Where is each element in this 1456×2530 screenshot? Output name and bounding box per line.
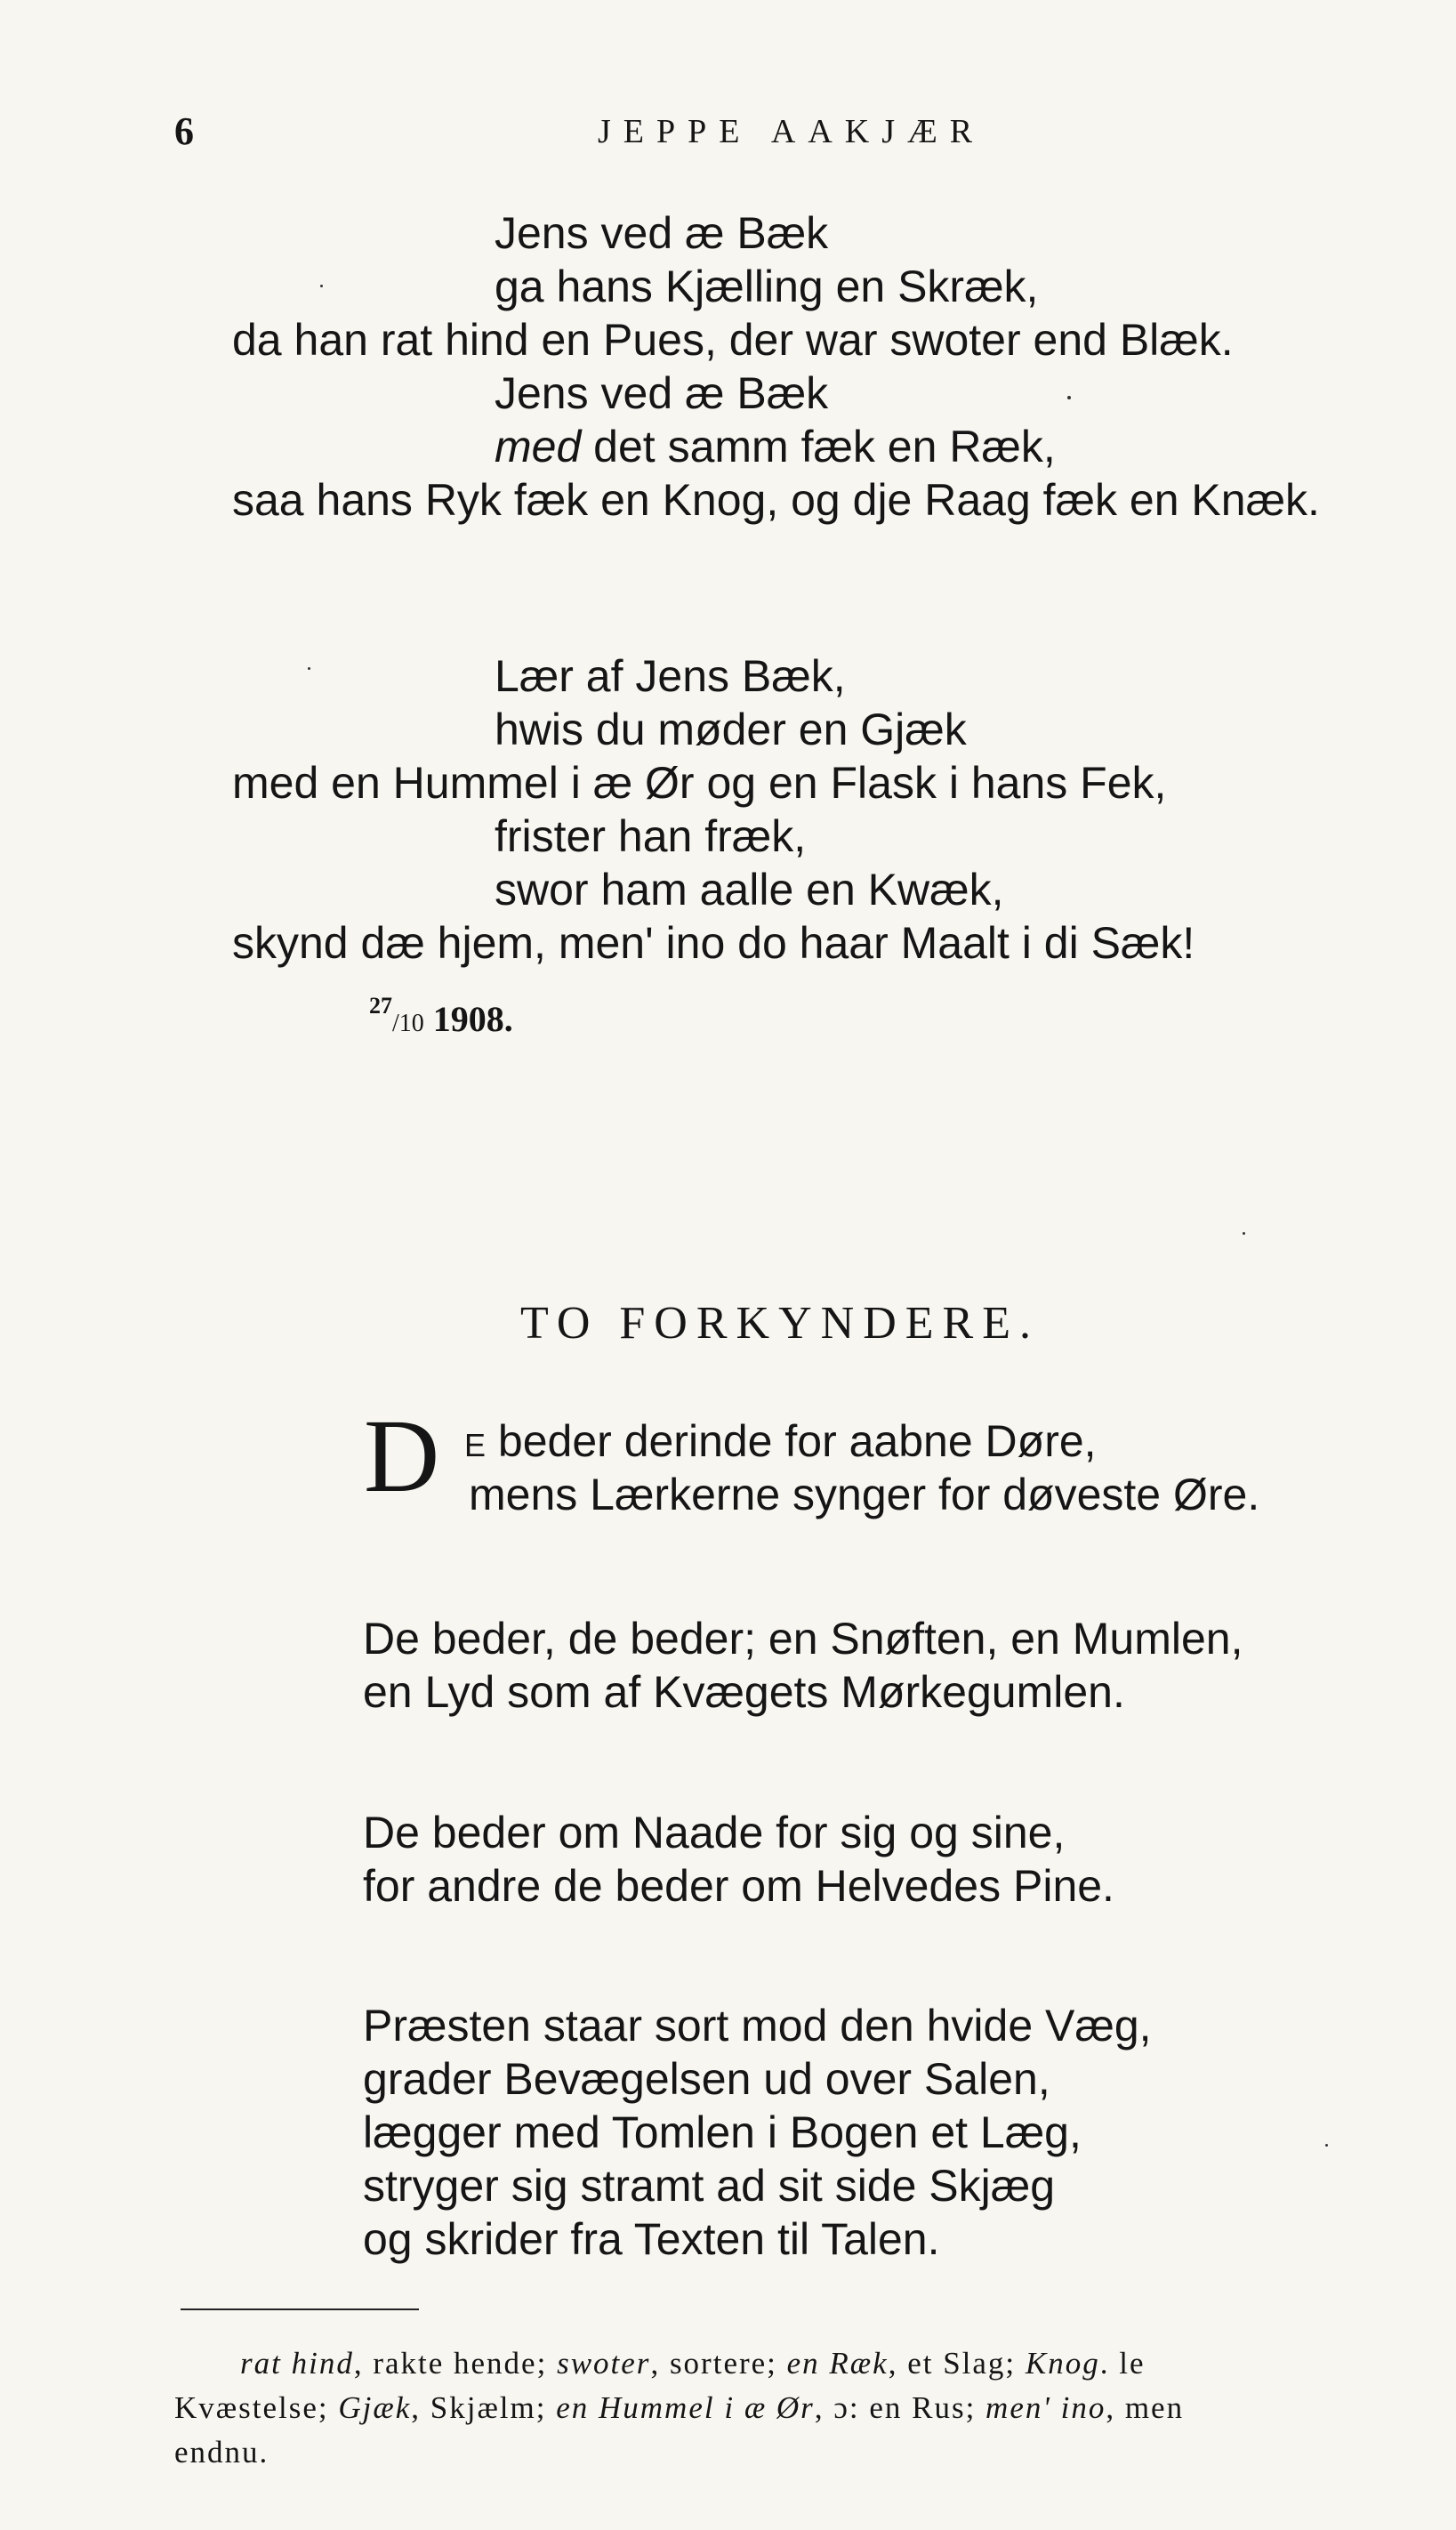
print-speck: [1067, 396, 1071, 399]
page-number: 6: [174, 109, 194, 153]
poem-line-rest: det samm fæk en Ræk,: [593, 422, 1056, 471]
poem-line: en Lyd som af Kvægets Mørkegumlen.: [363, 1667, 1125, 1717]
print-speck: [1325, 2144, 1328, 2147]
footnote-term: men' ino: [985, 2390, 1106, 2425]
print-speck: [320, 285, 323, 287]
poem-line: lægger med Tomlen i Bogen et Læg,: [363, 2107, 1082, 2157]
footnote-line: [240, 2341, 1450, 2386]
footnote-gloss: , men: [1106, 2390, 1185, 2425]
poem-line: De beder, de beder; en Snøften, en Mumlen,: [363, 1614, 1243, 1664]
footnote-term: en Ræk: [786, 2346, 889, 2381]
footnote-term: Knog: [1025, 2346, 1100, 2381]
poem-line: Jens ved æ Bæk: [495, 368, 829, 418]
footnote-gloss: . le: [1099, 2346, 1146, 2381]
print-speck: [1243, 1232, 1245, 1235]
date-month: /10: [392, 1010, 424, 1037]
date-day: 27: [369, 993, 392, 1019]
drop-cap: D: [364, 1398, 440, 1514]
date-year: 1908.: [432, 999, 513, 1039]
poem-line: mens Lærkerne synger for døveste Øre.: [469, 1470, 1260, 1519]
footnote-term: rat hind: [240, 2346, 354, 2381]
footnote-gloss: , ɔ: en Rus;: [814, 2390, 986, 2425]
poem-line: Præsten staar sort mod den hvide Væg,: [363, 2001, 1152, 2051]
footnote-gloss: , sortere;: [650, 2346, 787, 2381]
poem-line: saa hans Ryk fæk en Knog, og dje Raag fæk en Knæk.: [232, 475, 1320, 525]
poem-line: og skrider fra Texten til Talen.: [363, 2214, 940, 2264]
poem-line: grader Bevægelsen ud over Salen,: [363, 2054, 1050, 2104]
poem-date: [369, 993, 513, 1040]
footnote-line: [174, 2386, 1455, 2430]
poem-line: med en Hummel i æ Ør og en Flask i hans Fek,: [232, 758, 1167, 808]
drop-cap-rest: E: [464, 1427, 487, 1463]
running-head: JEPPE AAKJÆR: [598, 113, 985, 150]
footnote-gloss: Kvæstelse;: [174, 2390, 339, 2425]
poem-title: TO FORKYNDERE.: [520, 1298, 1040, 1349]
poem-line: frister han fræk,: [495, 811, 807, 861]
poem-line: stryger sig stramt ad sit side Skjæg: [363, 2161, 1056, 2211]
poem-line: De beder om Naade for sig og sine,: [363, 1808, 1066, 1857]
poem-line: ga hans Kjælling en Skræk,: [495, 262, 1039, 311]
footnote-gloss: , et Slag;: [888, 2346, 1026, 2381]
poem-line: da han rat hind en Pues, der war swoter end Blæk.: [232, 315, 1234, 365]
poem-line: swor ham aalle en Kwæk,: [495, 865, 1004, 915]
footnote-gloss: , rakte hende;: [353, 2346, 558, 2381]
poem-italic-word: med: [495, 422, 582, 471]
footnote-term: Gjæk: [338, 2390, 412, 2425]
footnote-line: endnu.: [174, 2435, 269, 2470]
poem-line: [495, 420, 1056, 473]
poem-line: Lær af Jens Bæk,: [495, 651, 846, 701]
page-header: [0, 109, 1456, 162]
print-speck: [308, 667, 310, 670]
poem-line: hwis du møder en Gjæk: [495, 705, 967, 754]
poem-line: skynd dæ hjem, men' ino do haar Maalt i di Sæk!: [232, 918, 1195, 968]
footnote-rule: [181, 2308, 419, 2310]
poem-line: Jens ved æ Bæk: [495, 208, 829, 258]
footnote-term: en Hummel i æ Ør: [556, 2390, 815, 2425]
footnote-term: swoter: [557, 2346, 651, 2381]
footnote-gloss: , Skjælm;: [411, 2390, 557, 2425]
poem-line: for andre de beder om Helvedes Pine.: [363, 1861, 1114, 1911]
poem-line: [464, 1414, 1097, 1472]
poem-line-rest: beder derinde for aabne Døre,: [497, 1416, 1097, 1466]
